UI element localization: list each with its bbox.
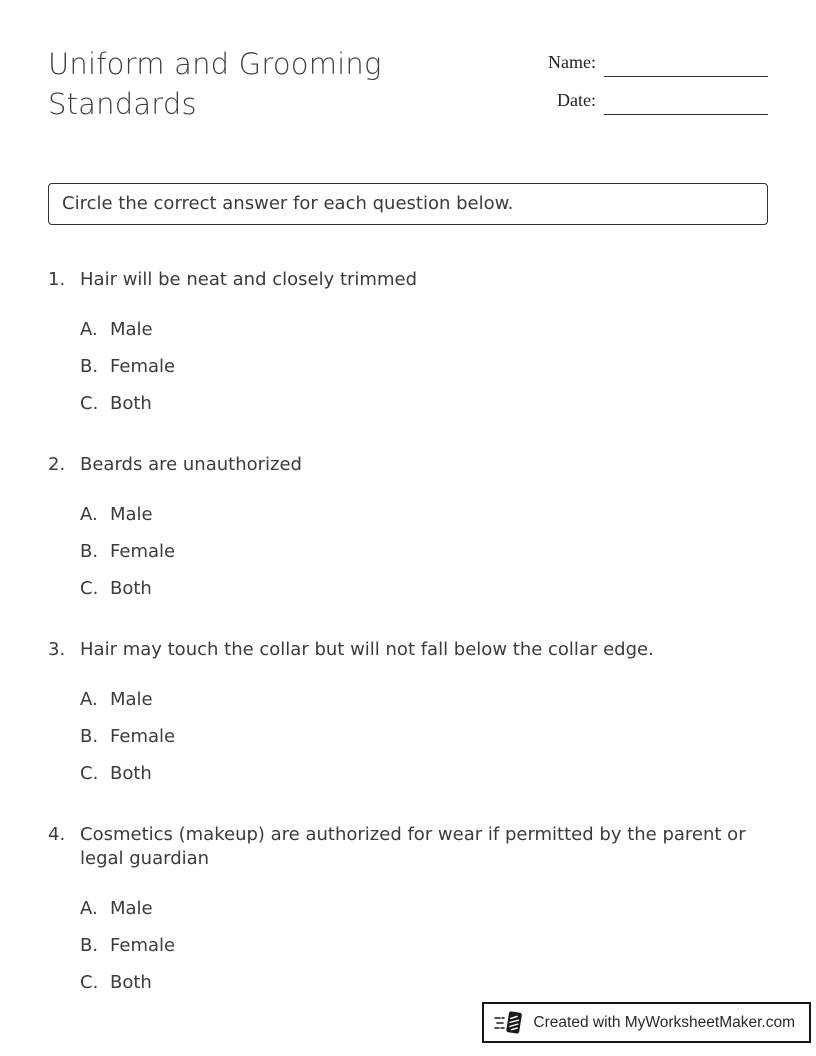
instructions-box xyxy=(48,183,768,225)
date-field xyxy=(540,85,768,115)
question-text: Beards are unauthorized xyxy=(80,454,302,475)
option-a[interactable] xyxy=(80,503,768,527)
option-letter: A. xyxy=(80,504,98,525)
question-3 xyxy=(48,638,768,786)
option-letter: B. xyxy=(80,356,99,377)
credit-text: Created with MyWorksheetMaker.com xyxy=(533,1013,795,1031)
option-c[interactable] xyxy=(80,762,768,786)
question-number: 2. xyxy=(48,454,66,475)
option-c[interactable] xyxy=(80,392,768,416)
option-label: Male xyxy=(110,319,153,340)
date-label: Date: xyxy=(557,90,596,110)
question-stem xyxy=(48,268,768,292)
question-stem xyxy=(48,823,768,871)
question-2 xyxy=(48,453,768,601)
option-a[interactable] xyxy=(80,688,768,712)
header xyxy=(48,44,768,126)
option-label: Both xyxy=(110,763,152,784)
option-label: Female xyxy=(110,356,176,377)
questions-list xyxy=(48,268,768,995)
option-letter: A. xyxy=(80,689,98,710)
date-line[interactable] xyxy=(604,91,768,115)
question-text: Hair will be neat and closely trimmed xyxy=(80,269,417,290)
name-date-fields xyxy=(540,47,768,123)
page-title: Uniform and Grooming Standards xyxy=(48,47,382,121)
option-letter: A. xyxy=(80,898,98,919)
question-text: Hair may touch the collar but will not fall below the collar edge. xyxy=(80,639,654,660)
question-text: Cosmetics (makeup) are authorized for wear if permitted by the parent or legal guardian xyxy=(80,824,746,869)
option-letter: B. xyxy=(80,726,99,747)
question-number: 3. xyxy=(48,639,66,660)
option-letter: C. xyxy=(80,578,99,599)
option-letter: C. xyxy=(80,972,99,993)
options-list xyxy=(80,688,768,786)
option-c[interactable] xyxy=(80,577,768,601)
option-label: Female xyxy=(110,726,176,747)
option-b[interactable] xyxy=(80,540,768,564)
option-letter: C. xyxy=(80,393,99,414)
worksheet-logo-icon xyxy=(494,1009,524,1037)
options-list xyxy=(80,503,768,601)
options-list xyxy=(80,318,768,416)
options-list xyxy=(80,897,768,995)
name-line[interactable] xyxy=(604,53,768,77)
question-1 xyxy=(48,268,768,416)
option-a[interactable] xyxy=(80,897,768,921)
question-4 xyxy=(48,823,768,995)
credit-badge[interactable] xyxy=(482,1002,811,1043)
option-label: Both xyxy=(110,578,152,599)
option-label: Female xyxy=(110,935,176,956)
option-label: Male xyxy=(110,898,153,919)
option-a[interactable] xyxy=(80,318,768,342)
question-number: 1. xyxy=(48,269,66,290)
instructions-text: Circle the correct answer for each question below. xyxy=(62,193,514,214)
option-label: Female xyxy=(110,541,176,562)
option-label: Male xyxy=(110,689,153,710)
option-letter: A. xyxy=(80,319,98,340)
option-label: Male xyxy=(110,504,153,525)
question-stem xyxy=(48,638,768,662)
option-letter: B. xyxy=(80,541,99,562)
name-label: Name: xyxy=(548,52,596,72)
option-b[interactable] xyxy=(80,355,768,379)
question-number: 4. xyxy=(48,824,66,845)
option-label: Both xyxy=(110,972,152,993)
name-field xyxy=(540,47,768,77)
option-letter: B. xyxy=(80,935,99,956)
option-letter: C. xyxy=(80,763,99,784)
option-b[interactable] xyxy=(80,934,768,958)
question-stem xyxy=(48,453,768,477)
option-c[interactable] xyxy=(80,971,768,995)
option-b[interactable] xyxy=(80,725,768,749)
option-label: Both xyxy=(110,393,152,414)
